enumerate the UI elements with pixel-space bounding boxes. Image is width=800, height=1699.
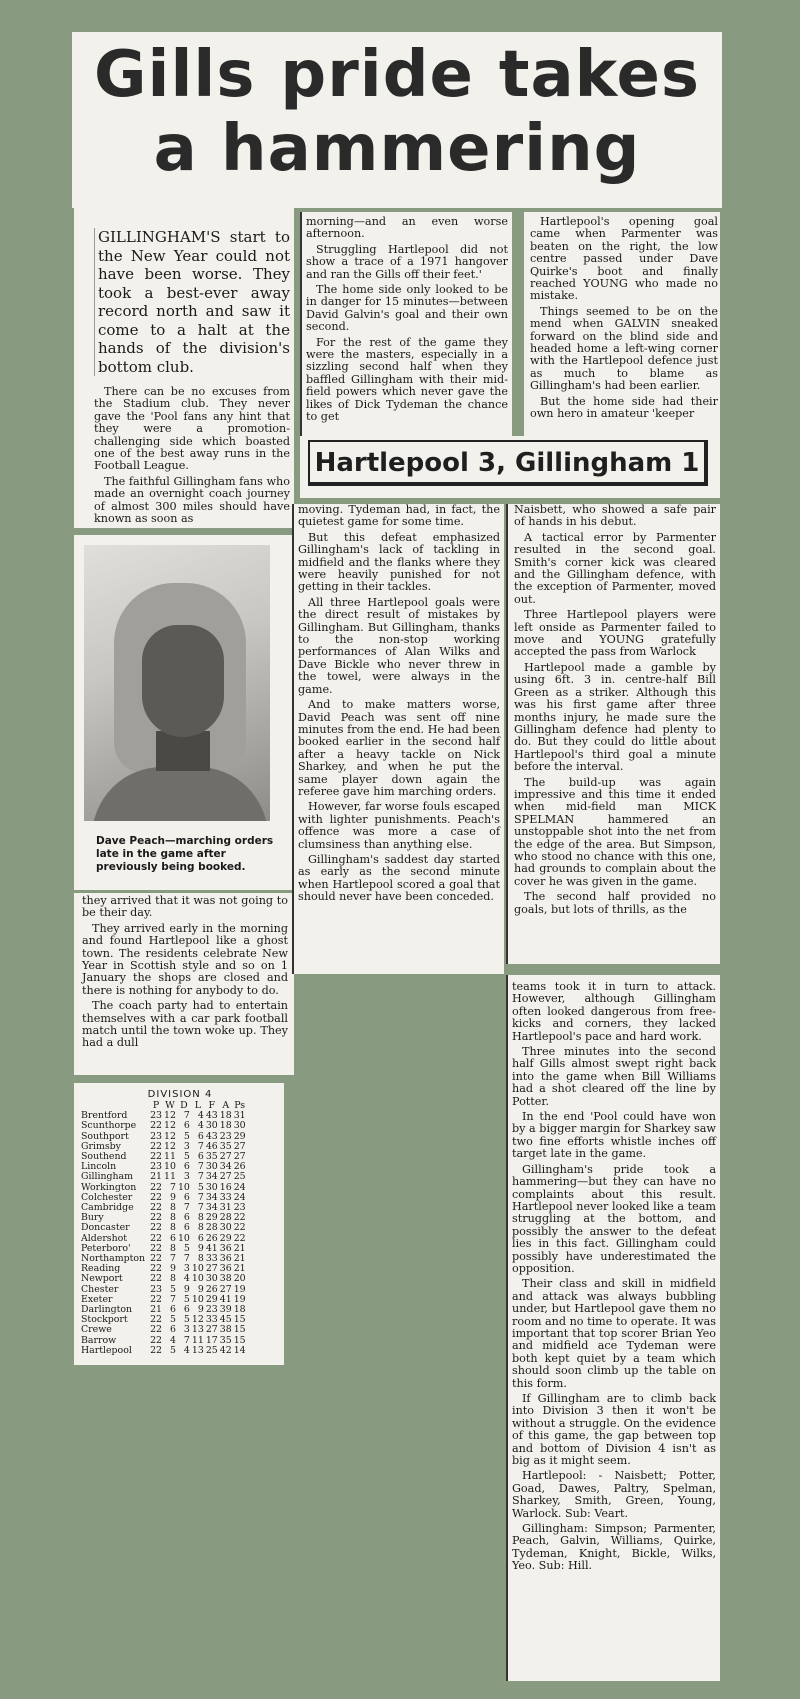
table-cell: 3 — [183, 1140, 190, 1152]
table-cell: 12 — [164, 1120, 176, 1132]
table-cell: 5 — [183, 1314, 190, 1326]
table-cell: 7 — [197, 1171, 204, 1183]
paragraph: If Gillingham are to climb back into Division 3 then it won't be without a struggle. On the evidence of this game, the gap between top and bottom of Division 4 isn't as big as it might seem. — [512, 1392, 716, 1468]
column-header: W — [165, 1100, 175, 1111]
table-cell: 9 — [197, 1304, 204, 1316]
table-cell: 6 — [183, 1212, 190, 1224]
column-header: D — [180, 1100, 188, 1111]
table-cell: 5 — [183, 1130, 190, 1142]
table-cell: 46 — [205, 1140, 218, 1152]
table-cell: 30 — [233, 1120, 246, 1132]
line-up-gillingham: Gillingham: Simpson; Parmenter, Peach, Galvin, Williams, Quirke, Tydeman, Knight, Bickle, Wilks, Yeo. Sub: Hill. — [512, 1522, 716, 1573]
table-cell: 10 — [164, 1161, 176, 1173]
table-cell: 24 — [233, 1181, 246, 1193]
paragraph: Three minutes into the second half Gills almost swept right back into the game when Bill Williams had a shot cleared off the line by Potter. — [512, 1045, 716, 1108]
table-cell: 6 — [183, 1120, 190, 1132]
table-cell: 3 — [183, 1263, 190, 1275]
table-cell: 31 — [219, 1202, 232, 1214]
paragraph: There can be no excuses from the Stadium club. They never gave the 'Pool fans any hint that they were a promotion-challenging side which boasted one of the best away runs in the Football League. — [94, 385, 290, 473]
team-name: Northampton — [81, 1253, 146, 1265]
table-cell: 22 — [150, 1212, 163, 1224]
table-cell: 7 — [197, 1202, 204, 1214]
table-cell: 4 — [183, 1273, 190, 1285]
team-name: Southend — [81, 1151, 127, 1163]
team-name: Chester — [81, 1283, 119, 1295]
article-column-6 — [506, 975, 720, 1681]
table-cell: 33 — [205, 1253, 218, 1265]
table-cell: 34 — [205, 1171, 218, 1183]
team-name: Darlington — [81, 1304, 133, 1316]
table-cell: 4 — [169, 1334, 176, 1346]
table-cell: 12 — [164, 1110, 176, 1122]
table-cell: 7 — [197, 1140, 204, 1152]
table-cell: 30 — [205, 1181, 218, 1193]
table-cell: 10 — [191, 1263, 204, 1275]
paragraph: morning—and an even worse afternoon. — [306, 215, 508, 241]
paragraph: Things seemed to be on the mend when GALVIN sneaked forward on the blind side and headed home a left-wing corner with the Hartlepool defence just as much to blame as Gillingham's had been earlier. — [530, 304, 718, 393]
intro-paragraph: GILLINGHAM'S start to the New Year could not have been worse. They took a best-ever away record north and saw it come to a halt at the hands of the division's bottom club. — [94, 228, 290, 376]
table-cell: 19 — [233, 1293, 246, 1305]
table-cell: 22 — [150, 1314, 163, 1326]
table-cell: 28 — [205, 1222, 218, 1234]
table-cell: 26 — [205, 1283, 218, 1295]
paragraph: Their class and skill in midfield and attack was always bubbling under, but Hartlepool gave them no room and no time to operate. It was important that top scorer Brian Yeo and midfield ace Tydeman were both kept quiet by a team which should soon climb up the table on this form. — [512, 1277, 716, 1390]
table-cell: 10 — [177, 1181, 190, 1193]
table-cell: 23 — [150, 1283, 163, 1295]
team-name: Peterboro' — [81, 1242, 131, 1254]
table-cell: 22 — [233, 1232, 246, 1244]
team-name: Aldershot — [81, 1232, 128, 1244]
table-cell: 39 — [219, 1304, 232, 1316]
photo-clipping — [74, 535, 294, 890]
paragraph: Naisbett, who showed a safe pair of hands in his debut. — [514, 504, 716, 529]
team-name: Brentford — [81, 1110, 128, 1122]
table-cell: 19 — [233, 1283, 246, 1295]
table-cell: 21 — [150, 1171, 163, 1183]
table-cell: 29 — [233, 1130, 246, 1142]
table-cell: 5 — [169, 1283, 176, 1295]
table-cell: 5 — [197, 1181, 204, 1193]
table-cell: 6 — [169, 1324, 176, 1336]
paragraph: The home side only looked to be in danger for 15 minutes—between David Galvin's goal and their own second. — [306, 283, 508, 334]
table-cell: 22 — [233, 1212, 246, 1224]
team-name: Crewe — [81, 1324, 112, 1336]
table-cell: 9 — [197, 1242, 204, 1254]
league-table-title: DIVISION 4 — [147, 1089, 213, 1100]
table-cell: 29 — [219, 1232, 232, 1244]
table-cell: 38 — [219, 1273, 232, 1285]
table-cell: 6 — [183, 1304, 190, 1316]
table-cell: 27 — [205, 1324, 218, 1336]
column-text — [94, 386, 290, 525]
table-cell: 4 — [183, 1344, 190, 1356]
article-column-5 — [506, 504, 720, 964]
team-name: Southport — [81, 1130, 129, 1142]
headline-clipping — [72, 32, 722, 208]
paragraph: The coach party had to entertain themselves with a car park football match until the town woke up. They had a dull — [82, 999, 288, 1050]
table-cell: 38 — [219, 1324, 232, 1336]
table-cell: 17 — [205, 1334, 218, 1346]
table-cell: 24 — [233, 1191, 246, 1203]
table-cell: 8 — [169, 1212, 176, 1224]
team-name: Colchester — [81, 1191, 133, 1203]
team-name: Cambridge — [81, 1202, 134, 1214]
table-cell: 11 — [164, 1171, 176, 1183]
headline-word: Gills — [94, 38, 256, 112]
table-cell: 35 — [219, 1140, 232, 1152]
table-cell: 9 — [169, 1191, 176, 1203]
line-up-hartlepool: Hartlepool: - Naisbett; Potter, Goad, Dawes, Paltry, Spelman, Sharkey, Smith, Green, Young, Warlock. Sub: Veart. — [512, 1469, 716, 1520]
table-cell: 26 — [205, 1232, 218, 1244]
table-cell: 30 — [205, 1120, 218, 1132]
table-cell: 22 — [150, 1293, 163, 1305]
table-cell: 22 — [233, 1222, 246, 1234]
table-cell: 7 — [169, 1293, 176, 1305]
paragraph: All three Hartlepool goals were the direct result of mistakes by Gillingham. But Gillingham, thanks to the non-stop working performances of Alan Wilks and Dave Bickle who never threw in the towel, were always in the game. — [298, 595, 500, 696]
team-name: Stockport — [81, 1314, 128, 1326]
table-cell: 4 — [197, 1110, 204, 1122]
table-cell: 36 — [219, 1242, 232, 1254]
team-name: Gillingham — [81, 1171, 134, 1183]
paragraph: A tactical error by Parmenter resulted in the second goal. Smith's corner kick was cleared and the Gillingham defence, with the exception of Parmenter, moved out. — [514, 530, 716, 606]
table-cell: 23 — [233, 1202, 246, 1214]
team-name: Hartlepool — [81, 1344, 132, 1356]
table-cell: 42 — [219, 1344, 232, 1356]
team-name: Newport — [81, 1273, 123, 1285]
table-cell: 22 — [150, 1242, 163, 1254]
table-cell: 12 — [164, 1140, 176, 1152]
table-cell: 27 — [233, 1151, 246, 1163]
table-cell: 31 — [233, 1110, 246, 1122]
article-column-1 — [74, 208, 294, 528]
table-cell: 22 — [150, 1120, 163, 1132]
table-cell: 43 — [205, 1110, 218, 1122]
score-subhead: Hartlepool 3, Gillingham 1 — [308, 440, 708, 486]
team-name: Workington — [81, 1181, 137, 1193]
table-cell: 16 — [219, 1181, 232, 1193]
score-subhead-clipping — [300, 436, 720, 498]
table-cell: 4 — [197, 1120, 204, 1132]
table-cell: 34 — [205, 1191, 218, 1203]
paragraph: teams took it in turn to attack. However, although Gillingham often looked dangerous from free-kicks and corners, they lacked Hartlepool's pace and hard work. — [512, 980, 716, 1043]
table-cell: 7 — [183, 1110, 190, 1122]
table-cell: 13 — [191, 1344, 204, 1356]
table-cell: 9 — [169, 1263, 176, 1275]
paragraph: Hartlepool made a gamble by using 6ft. 3 in. centre-half Bill Green as a striker. Although this was his first game after three months injury, he made sure the Gillingham defence had plenty to do. But they could do little about Hartlepool's third goal a minute before the interval. — [514, 660, 716, 774]
table-cell: 22 — [150, 1222, 163, 1234]
paragraph: Three Hartlepool players were left onside as Parmenter failed to move and YOUNG gratefully accepted the pass from Warlock — [514, 608, 716, 659]
paragraph: The build-up was again impressive and this time it ended when mid-field man MICK SPELMAN hammered an unstoppable shot into the net from the edge of the area. But Simpson, who stood no chance with this one, had grounds to complain about the cover he was given in the game. — [514, 775, 716, 888]
table-cell: 22 — [150, 1202, 163, 1214]
headline — [82, 38, 712, 186]
photo-caption: Dave Peach—marching orders late in the game after previously being booked. — [96, 835, 274, 873]
table-cell: 25 — [205, 1344, 218, 1356]
table-cell: 22 — [150, 1140, 163, 1152]
table-cell: 27 — [219, 1283, 232, 1295]
paragraph: The second half provided no goals, but lots of thrills, as the — [514, 890, 716, 916]
table-cell: 8 — [197, 1212, 204, 1224]
league-table-clipping — [74, 1083, 284, 1365]
table-cell: 11 — [164, 1151, 176, 1163]
headline-line2: a hammering — [153, 112, 641, 186]
table-cell: 34 — [219, 1161, 232, 1173]
table-cell: 33 — [219, 1191, 232, 1203]
table-cell: 7 — [197, 1161, 204, 1173]
paragraph: Gillingham's saddest day started as early as the second minute when Hartlepool scored a goal that should never have been conceded. — [298, 852, 500, 904]
table-cell: 15 — [233, 1314, 246, 1326]
table-cell: 22 — [150, 1151, 163, 1163]
table-cell: 27 — [233, 1140, 246, 1152]
table-cell: 14 — [233, 1344, 246, 1356]
table-cell: 27 — [219, 1151, 232, 1163]
table-cell: 35 — [205, 1151, 218, 1163]
table-cell: 22 — [150, 1334, 163, 1346]
table-cell: 3 — [183, 1171, 190, 1183]
league-table — [80, 1101, 247, 1356]
table-cell: 30 — [205, 1161, 218, 1173]
table-cell: 45 — [219, 1314, 232, 1326]
table-cell: 12 — [191, 1314, 204, 1326]
table-cell: 8 — [169, 1202, 176, 1214]
table-cell: 13 — [191, 1324, 204, 1336]
table-cell: 18 — [219, 1120, 232, 1132]
paragraph: But this defeat emphasized Gillingham's lack of tackling in midfield and the flanks where they were heavily punished for not getting in their tackles. — [298, 530, 500, 594]
paragraph: moving. Tydeman had, in fact, the quietest game for some time. — [298, 504, 500, 529]
table-cell: 5 — [183, 1293, 190, 1305]
table-cell: 27 — [205, 1263, 218, 1275]
table-cell: 7 — [183, 1253, 190, 1265]
table-cell: 22 — [150, 1232, 163, 1244]
table-cell: 7 — [183, 1202, 190, 1214]
table-cell: 36 — [219, 1253, 232, 1265]
article-column-1-continued — [74, 893, 294, 1075]
paragraph: But the home side had their own hero in amateur 'keeper — [530, 394, 718, 421]
table-cell: 6 — [183, 1222, 190, 1234]
table-cell: 21 — [233, 1263, 246, 1275]
table-cell: 20 — [233, 1273, 246, 1285]
table-cell: 23 — [150, 1130, 163, 1142]
table-cell: 30 — [205, 1273, 218, 1285]
table-cell: 41 — [219, 1293, 232, 1305]
table-cell: 18 — [219, 1110, 232, 1122]
table-cell: 10 — [177, 1232, 190, 1244]
table-cell: 7 — [183, 1334, 190, 1346]
team-name: Lincoln — [81, 1161, 117, 1173]
table-cell: 22 — [150, 1263, 163, 1275]
table-cell: 23 — [219, 1130, 232, 1142]
team-name: Grimsby — [81, 1140, 121, 1152]
table-cell: 21 — [233, 1253, 246, 1265]
table-cell: 8 — [169, 1242, 176, 1254]
table-cell: 9 — [183, 1283, 190, 1295]
table-cell: 27 — [219, 1171, 232, 1183]
table-cell: 5 — [169, 1314, 176, 1326]
table-cell: 33 — [205, 1314, 218, 1326]
table-cell: 21 — [233, 1242, 246, 1254]
table-cell: 11 — [191, 1334, 204, 1346]
column-header: Ps — [234, 1100, 246, 1111]
table-cell: 5 — [169, 1344, 176, 1356]
team-name: Exeter — [81, 1293, 113, 1305]
paragraph: However, far worse fouls escaped with lighter punishments. Peach's offence was more a case of clumsiness than anything else. — [298, 800, 500, 851]
table-cell: 8 — [197, 1222, 204, 1234]
paragraph: And to make matters worse, David Peach was sent off nine minutes from the end. He had been booked earlier in the second half after a heavy tackle on Nick Sharkey, and when he put the same player down again the referee gave him marching orders. — [298, 698, 500, 798]
table-cell: 21 — [150, 1304, 163, 1316]
paragraph: Struggling Hartlepool did not show a trace of a 1971 hangover and ran the Gills off their feet.' — [306, 242, 508, 281]
table-cell: 22 — [150, 1191, 163, 1203]
article-column-3 — [524, 212, 720, 438]
table-cell: 22 — [150, 1181, 163, 1193]
column-header: A — [222, 1100, 230, 1111]
headline-word: pride — [280, 38, 474, 112]
table-row — [80, 1346, 247, 1356]
paragraph: In the end 'Pool could have won by a bigger margin for Sharkey saw two fine efforts whistle inches off target late in the game. — [512, 1110, 716, 1161]
player-photo — [84, 545, 270, 821]
table-cell: 8 — [169, 1222, 176, 1234]
table-cell: 23 — [205, 1304, 218, 1316]
table-cell: 22 — [150, 1324, 163, 1336]
table-cell: 26 — [233, 1161, 246, 1173]
table-cell: 7 — [197, 1191, 204, 1203]
paragraph: Gillingham's pride took a hammering—but they can have no complaints about this result. Hartlepool never looked like a team struggling at the bottom, and possibly the answer to the defeat lies in this fact. Gillingham could possibly have underestimated the opposition. — [512, 1162, 716, 1275]
team-name: Barrow — [81, 1334, 117, 1346]
table-cell: 15 — [233, 1324, 246, 1336]
team-name: Doncaster — [81, 1222, 130, 1234]
table-cell: 18 — [233, 1304, 246, 1316]
paragraph: For the rest of the game they were the masters, especially in a sizzling second half when they baffled Gillingham with their mid-field powers which never gave the likes of Dick Tydeman the chance to get — [306, 335, 508, 424]
table-cell: 6 — [197, 1151, 204, 1163]
table-cell: 22 — [150, 1344, 163, 1356]
table-cell: 10 — [191, 1273, 204, 1285]
table-cell: 12 — [164, 1130, 176, 1142]
table-cell: 22 — [150, 1253, 163, 1265]
paragraph: Hartlepool's opening goal came when Parmenter was beaten on the right, the low centre passed under Dave Quirke's boot and finally reached YOUNG who made no mistake. — [530, 215, 718, 303]
article-column-2 — [300, 212, 512, 438]
table-cell: 15 — [233, 1334, 246, 1346]
table-cell: 8 — [197, 1253, 204, 1265]
table-cell: 6 — [183, 1161, 190, 1173]
table-cell: 41 — [205, 1242, 218, 1254]
table-cell: 3 — [183, 1324, 190, 1336]
table-cell: 5 — [183, 1242, 190, 1254]
paragraph: The faithful Gillingham fans who made an overnight coach journey of almost 300 miles should have known as soon as — [94, 474, 290, 526]
table-cell: 34 — [205, 1202, 218, 1214]
table-cell: 36 — [219, 1263, 232, 1275]
table-cell: 35 — [219, 1334, 232, 1346]
table-cell: 7 — [169, 1181, 176, 1193]
table-cell: 9 — [197, 1283, 204, 1295]
paragraph: They arrived early in the morning and found Hartlepool like a ghost town. The residents celebrate New Year in Scottish style and so on 1 January the shops are closed and there is nothing for anybody to do. — [82, 921, 288, 997]
table-cell: 30 — [219, 1222, 232, 1234]
table-cell: 29 — [205, 1293, 218, 1305]
table-cell: 6 — [197, 1232, 204, 1244]
table-cell: 6 — [169, 1232, 176, 1244]
table-cell: 22 — [150, 1273, 163, 1285]
article-column-4 — [292, 504, 504, 974]
team-name: Reading — [81, 1263, 121, 1275]
table-cell: 23 — [150, 1161, 163, 1173]
table-cell: 10 — [191, 1293, 204, 1305]
table-cell: 6 — [197, 1130, 204, 1142]
column-header: F — [208, 1100, 216, 1111]
table-cell: 23 — [150, 1110, 163, 1122]
table-cell: 6 — [183, 1191, 190, 1203]
table-cell: 43 — [205, 1130, 218, 1142]
team-name: Bury — [81, 1212, 104, 1224]
team-name: Scunthorpe — [81, 1120, 137, 1132]
table-cell: 29 — [205, 1212, 218, 1224]
headline-word: takes — [498, 38, 700, 112]
table-cell: 5 — [183, 1151, 190, 1163]
column-header: P — [152, 1100, 160, 1111]
table-cell: 8 — [169, 1273, 176, 1285]
table-cell: 6 — [169, 1304, 176, 1316]
column-header: L — [194, 1100, 201, 1111]
table-cell: 7 — [169, 1253, 176, 1265]
table-cell: 25 — [233, 1171, 246, 1183]
paragraph: they arrived that it was not going to be their day. — [82, 894, 288, 920]
table-cell: 28 — [219, 1212, 232, 1224]
